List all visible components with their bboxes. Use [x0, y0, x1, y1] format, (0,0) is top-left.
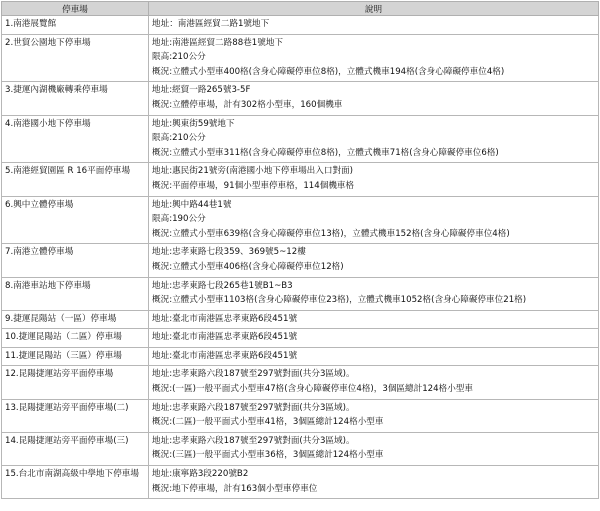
- parking-lot-description: [149, 347, 599, 366]
- description-line: 概況:立體式小型車639格(含身心障礙停車位13格)，立體式機車152格(含身心障礙停車位4格): [152, 228, 510, 239]
- parking-lot-name: 7.南港立體停車場: [2, 244, 149, 277]
- parking-lot-name: 11.捷運昆陽站（三區）停車場: [2, 347, 149, 366]
- parking-lot-name: 15.台北市南湖高級中學地下停車場: [2, 466, 149, 499]
- parking-lot-description: [149, 366, 599, 399]
- description-line: 概況:立體式小型車311格(含身心障礙停車位8格)，立體式機車71格(含身心障礙停車位6格): [152, 147, 499, 158]
- parking-lot-description: [149, 115, 599, 163]
- parking-lot-table: [1, 1, 599, 499]
- parking-lot-description: [149, 277, 599, 310]
- description-line: 地址:興中路44巷1號: [152, 199, 232, 210]
- parking-lot-description: [149, 310, 599, 329]
- description-line: 概況:立體式小型車1103格(含身心障礙停車位23格)，立體式機車1052格(含身心障礙停車位21格): [152, 295, 527, 306]
- description-line: 地址:忠孝東路七段265巷1號B1~B3: [152, 280, 293, 291]
- parking-lot-name: 13.昆陽捷運站旁平面停車場(二): [2, 399, 149, 432]
- description-line: 限高:210公分: [152, 133, 206, 144]
- parking-lot-description: [149, 163, 599, 196]
- table-row: [2, 310, 599, 329]
- table-row: [2, 16, 599, 35]
- parking-lot-name: 9.捷運昆陽站（一區）停車場: [2, 310, 149, 329]
- description-line: 地址:忠孝東路六段187號至297號對面(共分3區域)。: [152, 369, 355, 380]
- description-line: 地址:臺北市南港區忠孝東路6段451號: [152, 332, 298, 343]
- description-line: 地址:忠孝東路七段359、369號5~12樓: [152, 247, 306, 258]
- parking-lot-description: [149, 82, 599, 115]
- parking-lot-name: 2.世貿公園地下停車場: [2, 34, 149, 82]
- parking-lot-description: [149, 329, 599, 348]
- description-line: 限高:210公分: [152, 52, 206, 63]
- parking-lot-name: 1.南港展覽館: [2, 16, 149, 35]
- table-row: [2, 432, 599, 465]
- parking-lot-name: 5.南港經貿園區 R 16平面停車場: [2, 163, 149, 196]
- parking-lot-description: [149, 16, 599, 35]
- description-line: 地址:南港區經貿二路88巷1號地下: [152, 37, 284, 48]
- table-row: [2, 82, 599, 115]
- parking-lot-description: [149, 244, 599, 277]
- parking-lot-name: 6.興中立體停車場: [2, 196, 149, 244]
- description-line: 概況:立體停車場，計有302格小型車，160個機車: [152, 99, 343, 110]
- parking-lot-name: 10.捷運昆陽站（二區）停車場: [2, 329, 149, 348]
- table-header-row: [2, 2, 599, 16]
- parking-lot-name: 14.昆陽捷運站旁平面停車場(三): [2, 432, 149, 465]
- parking-lot-description: [149, 399, 599, 432]
- table-row: [2, 34, 599, 82]
- table-row: [2, 196, 599, 244]
- parking-lot-description: [149, 196, 599, 244]
- parking-lot-description: [149, 466, 599, 499]
- description-line: 地址:經貿一路265號3-5F: [152, 85, 251, 96]
- description-line: 概況:(一區)一般平面式小型車47格(含身心障礙停車位4格)，3個區總計124格小型車: [152, 384, 473, 395]
- description-line: 地址:康寧路3段220號B2: [152, 469, 249, 480]
- description-line: 地址:惠民街21號旁(南港國小地下停車場出入口對面): [152, 166, 354, 177]
- parking-lot-name: 3.捷運內湖機廠轉乘停車場: [2, 82, 149, 115]
- description-line: 地址：南港區經貿二路1號地下: [152, 19, 270, 29]
- description-line: 概況:立體式小型車400格(含身心障礙停車位8格)，立體式機車194格(含身心障礙停車位4格): [152, 66, 505, 77]
- description-line: 地址:臺北市南港區忠孝東路6段451號: [152, 313, 298, 324]
- description-line: 概況:(三區)一般平面式小型車36格，3個區總計124格小型車: [152, 450, 384, 461]
- parking-lot-description: [149, 432, 599, 465]
- description-line: 地址:忠孝東路六段187號至297號對面(共分3區域)。: [152, 402, 355, 413]
- table-row: [2, 115, 599, 163]
- table-row: [2, 347, 599, 366]
- description-line: 地址:興東街59號地下: [152, 118, 235, 129]
- description-line: 概況:平面停車場，91個小型車停車格，114個機車格: [152, 180, 355, 191]
- table-row: [2, 366, 599, 399]
- parking-lot-name: 12.昆陽捷運站旁平面停車場: [2, 366, 149, 399]
- table-row: [2, 277, 599, 310]
- description-line: 概況:地下停車場，計有163個小型車停車位: [152, 483, 318, 494]
- description-line: 概況:(二區)一般平面式小型車41格，3個區總計124格小型車: [152, 417, 384, 428]
- table-row: [2, 244, 599, 277]
- description-line: 概況:立體式小型車406格(含身心障礙停車位12格): [152, 261, 344, 272]
- description-line: 限高:190公分: [152, 214, 206, 225]
- table-body: [2, 16, 599, 499]
- header-description: 說明: [149, 2, 599, 16]
- table-row: [2, 163, 599, 196]
- table-row: [2, 466, 599, 499]
- parking-lot-name: 4.南港國小地下停車場: [2, 115, 149, 163]
- description-line: 地址:臺北市南港區忠孝東路6段451號: [152, 350, 298, 361]
- table-row: [2, 399, 599, 432]
- description-line: 地址:忠孝東路六段187號至297號對面(共分3區域)。: [152, 435, 355, 446]
- parking-lot-description: [149, 34, 599, 82]
- header-parking-lot: 停車場: [2, 2, 149, 16]
- parking-lot-name: 8.南港車站地下停車場: [2, 277, 149, 310]
- table-row: [2, 329, 599, 348]
